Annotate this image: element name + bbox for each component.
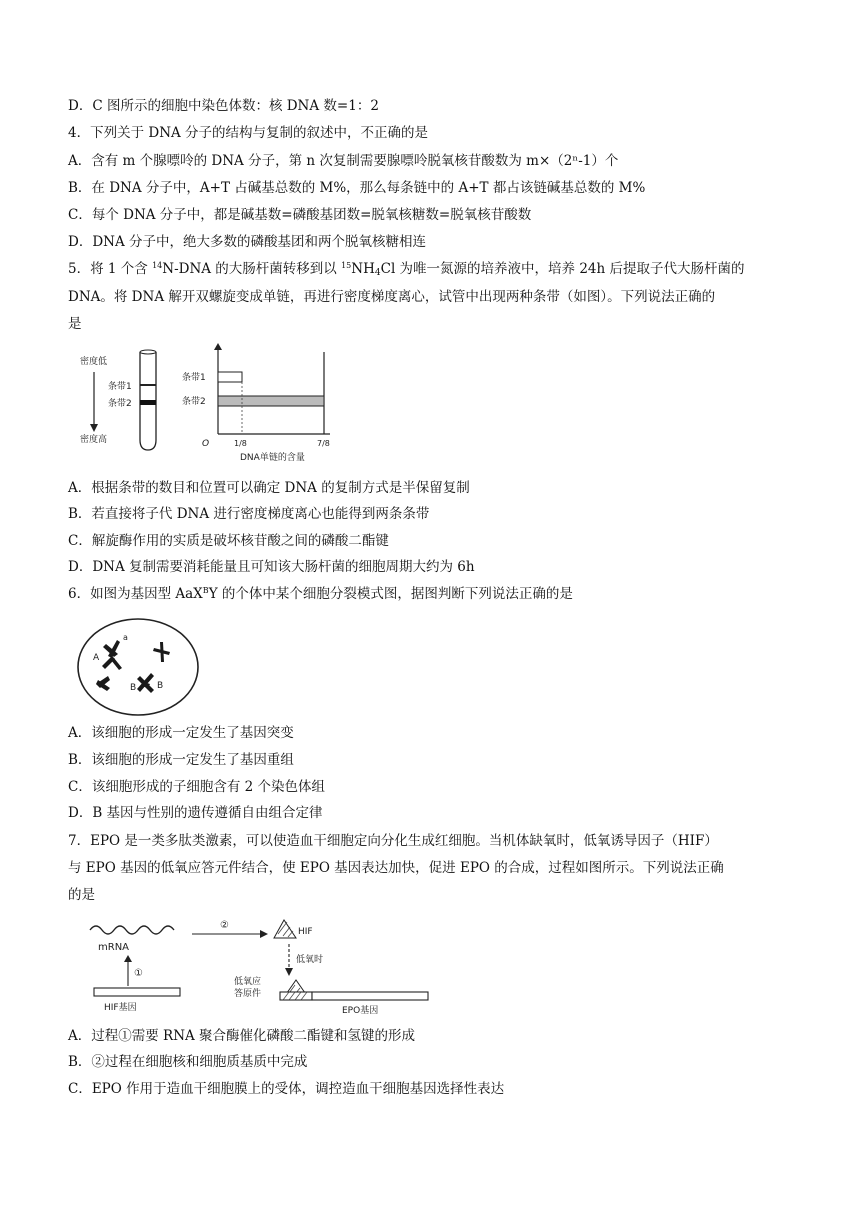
density-low-label: 密度低	[80, 357, 108, 367]
q5-stem-line2: DNA。将 DNA 解开双螺旋变成单链，再进行密度梯度离心，试管中出现两种条带（如图）。下列说法正确的	[68, 289, 716, 305]
q5-option-d: D．DNA 复制需要消耗能量且可知该大肠杆菌的细胞周期大约为 6h	[68, 559, 475, 575]
chart-bar-band1	[218, 372, 242, 382]
mrna-wave	[90, 926, 174, 934]
hre-label-line1: 低氧应	[234, 977, 262, 987]
q7-figure	[84, 914, 434, 1020]
chart-bar-band2	[218, 396, 324, 406]
chart-origin-label: O	[202, 439, 210, 449]
q4-option-a: A．含有 m 个腺嘌呤的 DNA 分子，第 n 次复制需要腺嘌呤脱氧核苷酸数为 m×（2ⁿ-1）个	[68, 153, 619, 169]
step1-label: ①	[134, 968, 143, 979]
q4-option-c: C．每个 DNA 分子中，都是碱基数=磷酸基团数=脱氧核糖数=脱氧核苷酸数	[68, 207, 532, 223]
chart-y-arrow	[214, 343, 222, 350]
q7-stem-line3: 的是	[68, 887, 95, 903]
tube-band2	[140, 400, 156, 405]
chart-band2-label: 条带2	[182, 397, 206, 407]
low-oxygen-label: 低氧时	[296, 955, 324, 965]
q6-stem: 6．如图为基因型 AaX$^B$Y 的个体中某个细胞分裂模式图，据图判断下列说法正确的是	[68, 586, 573, 602]
q3-option-d: D．C 图所示的细胞中染色体数：核 DNA 数=1：2	[68, 98, 379, 114]
q6-cell-figure	[74, 614, 204, 720]
q6-option-d: D．B 基因与性别的遗传遵循自由组合定律	[68, 805, 323, 821]
chart-band1-label: 条带1	[182, 373, 206, 383]
mrna-label: mRNA	[98, 942, 130, 953]
q7-option-b: B．②过程在细胞核和细胞质基质中完成	[68, 1054, 308, 1070]
q7-option-c: C．EPO 作用于造血干细胞膜上的受体，调控造血干细胞基因选择性表达	[68, 1081, 505, 1097]
q5-option-c: C．解旋酶作用的实质是破坏核苷酸之间的磷酸二酯键	[68, 533, 389, 549]
tube-band2-label: 条带2	[108, 399, 132, 409]
q7-stem-line1: 7．EPO 是一类多肽类激素，可以使造血干细胞定向分化生成红细胞。当机体缺氧时，低氧诱导因子（HIF）	[68, 833, 718, 849]
gene-label-B-right: B	[157, 681, 164, 691]
cell-membrane	[78, 619, 198, 715]
q5-option-b: B．若直接将子代 DNA 进行密度梯度离心也能得到两条条带	[68, 506, 430, 522]
hif-triangle	[274, 920, 296, 938]
q5-stem-line1: 5．将 1 个含 $^{14}$N-DNA 的大肠杆菌转移到以 $^{15}NH_4Cl$ 为唯一氮源的培养液中，培养 24h 后提取子代大肠杆菌的	[68, 261, 745, 278]
low-oxygen-arrow-head	[285, 968, 293, 976]
q4-stem: 4．下列关于 DNA 分子的结构与复制的叙述中，不正确的是	[68, 125, 429, 141]
density-high-label: 密度高	[80, 435, 108, 445]
q6-option-b: B．该细胞的形成一定发生了基因重组	[68, 752, 294, 768]
gene-label-A: A	[93, 653, 100, 663]
chart-x-label: DNA单链的含量	[240, 453, 305, 463]
hif-label: HIF	[298, 927, 313, 937]
hif-gene-label: HIF基因	[104, 1003, 137, 1013]
q5-figure	[72, 342, 352, 470]
q5-stem-line3: 是	[68, 316, 82, 332]
step2-arrow-head	[260, 930, 268, 938]
step1-arrow-head	[124, 955, 132, 962]
test-tube-rim	[140, 350, 156, 354]
chart-tick-7-8: 7/8	[317, 439, 330, 448]
q5-option-a: A．根据条带的数目和位置可以确定 DNA 的复制方式是半保留复制	[68, 480, 470, 496]
epo-gene-label: EPO基因	[342, 1006, 379, 1016]
hif-gene-bar	[94, 988, 180, 996]
q6-option-a: A．该细胞的形成一定发生了基因突变	[68, 725, 294, 741]
gene-label-B-left: B	[130, 683, 137, 693]
density-arrow-head	[90, 424, 98, 432]
tube-band1-label: 条带1	[108, 382, 132, 392]
q7-stem-line2: 与 EPO 基因的低氧应答元件结合，使 EPO 基因表达加快，促进 EPO 的合成，过程如图所示。下列说法正确	[68, 860, 724, 876]
q6-option-c: C．该细胞形成的子细胞含有 2 个染色体组	[68, 779, 326, 795]
q7-option-a: A．过程①需要 RNA 聚合酶催化磷酸二酯键和氢键的形成	[68, 1028, 416, 1044]
gene-label-a: a	[123, 633, 128, 642]
chart-tick-1-8: 1/8	[234, 439, 247, 448]
epo-gene-bar	[312, 992, 428, 1000]
step2-label: ②	[220, 920, 229, 931]
q4-option-b: B．在 DNA 分子中，A+T 占碱基总数的 M%，那么每条链中的 A+T 都占该链碱基总数的 M%	[68, 180, 646, 196]
q4-option-d: D．DNA 分子中，绝大多数的磷酸基团和两个脱氧核糖相连	[68, 234, 426, 250]
hre-label-line2: 答原件	[234, 989, 262, 999]
